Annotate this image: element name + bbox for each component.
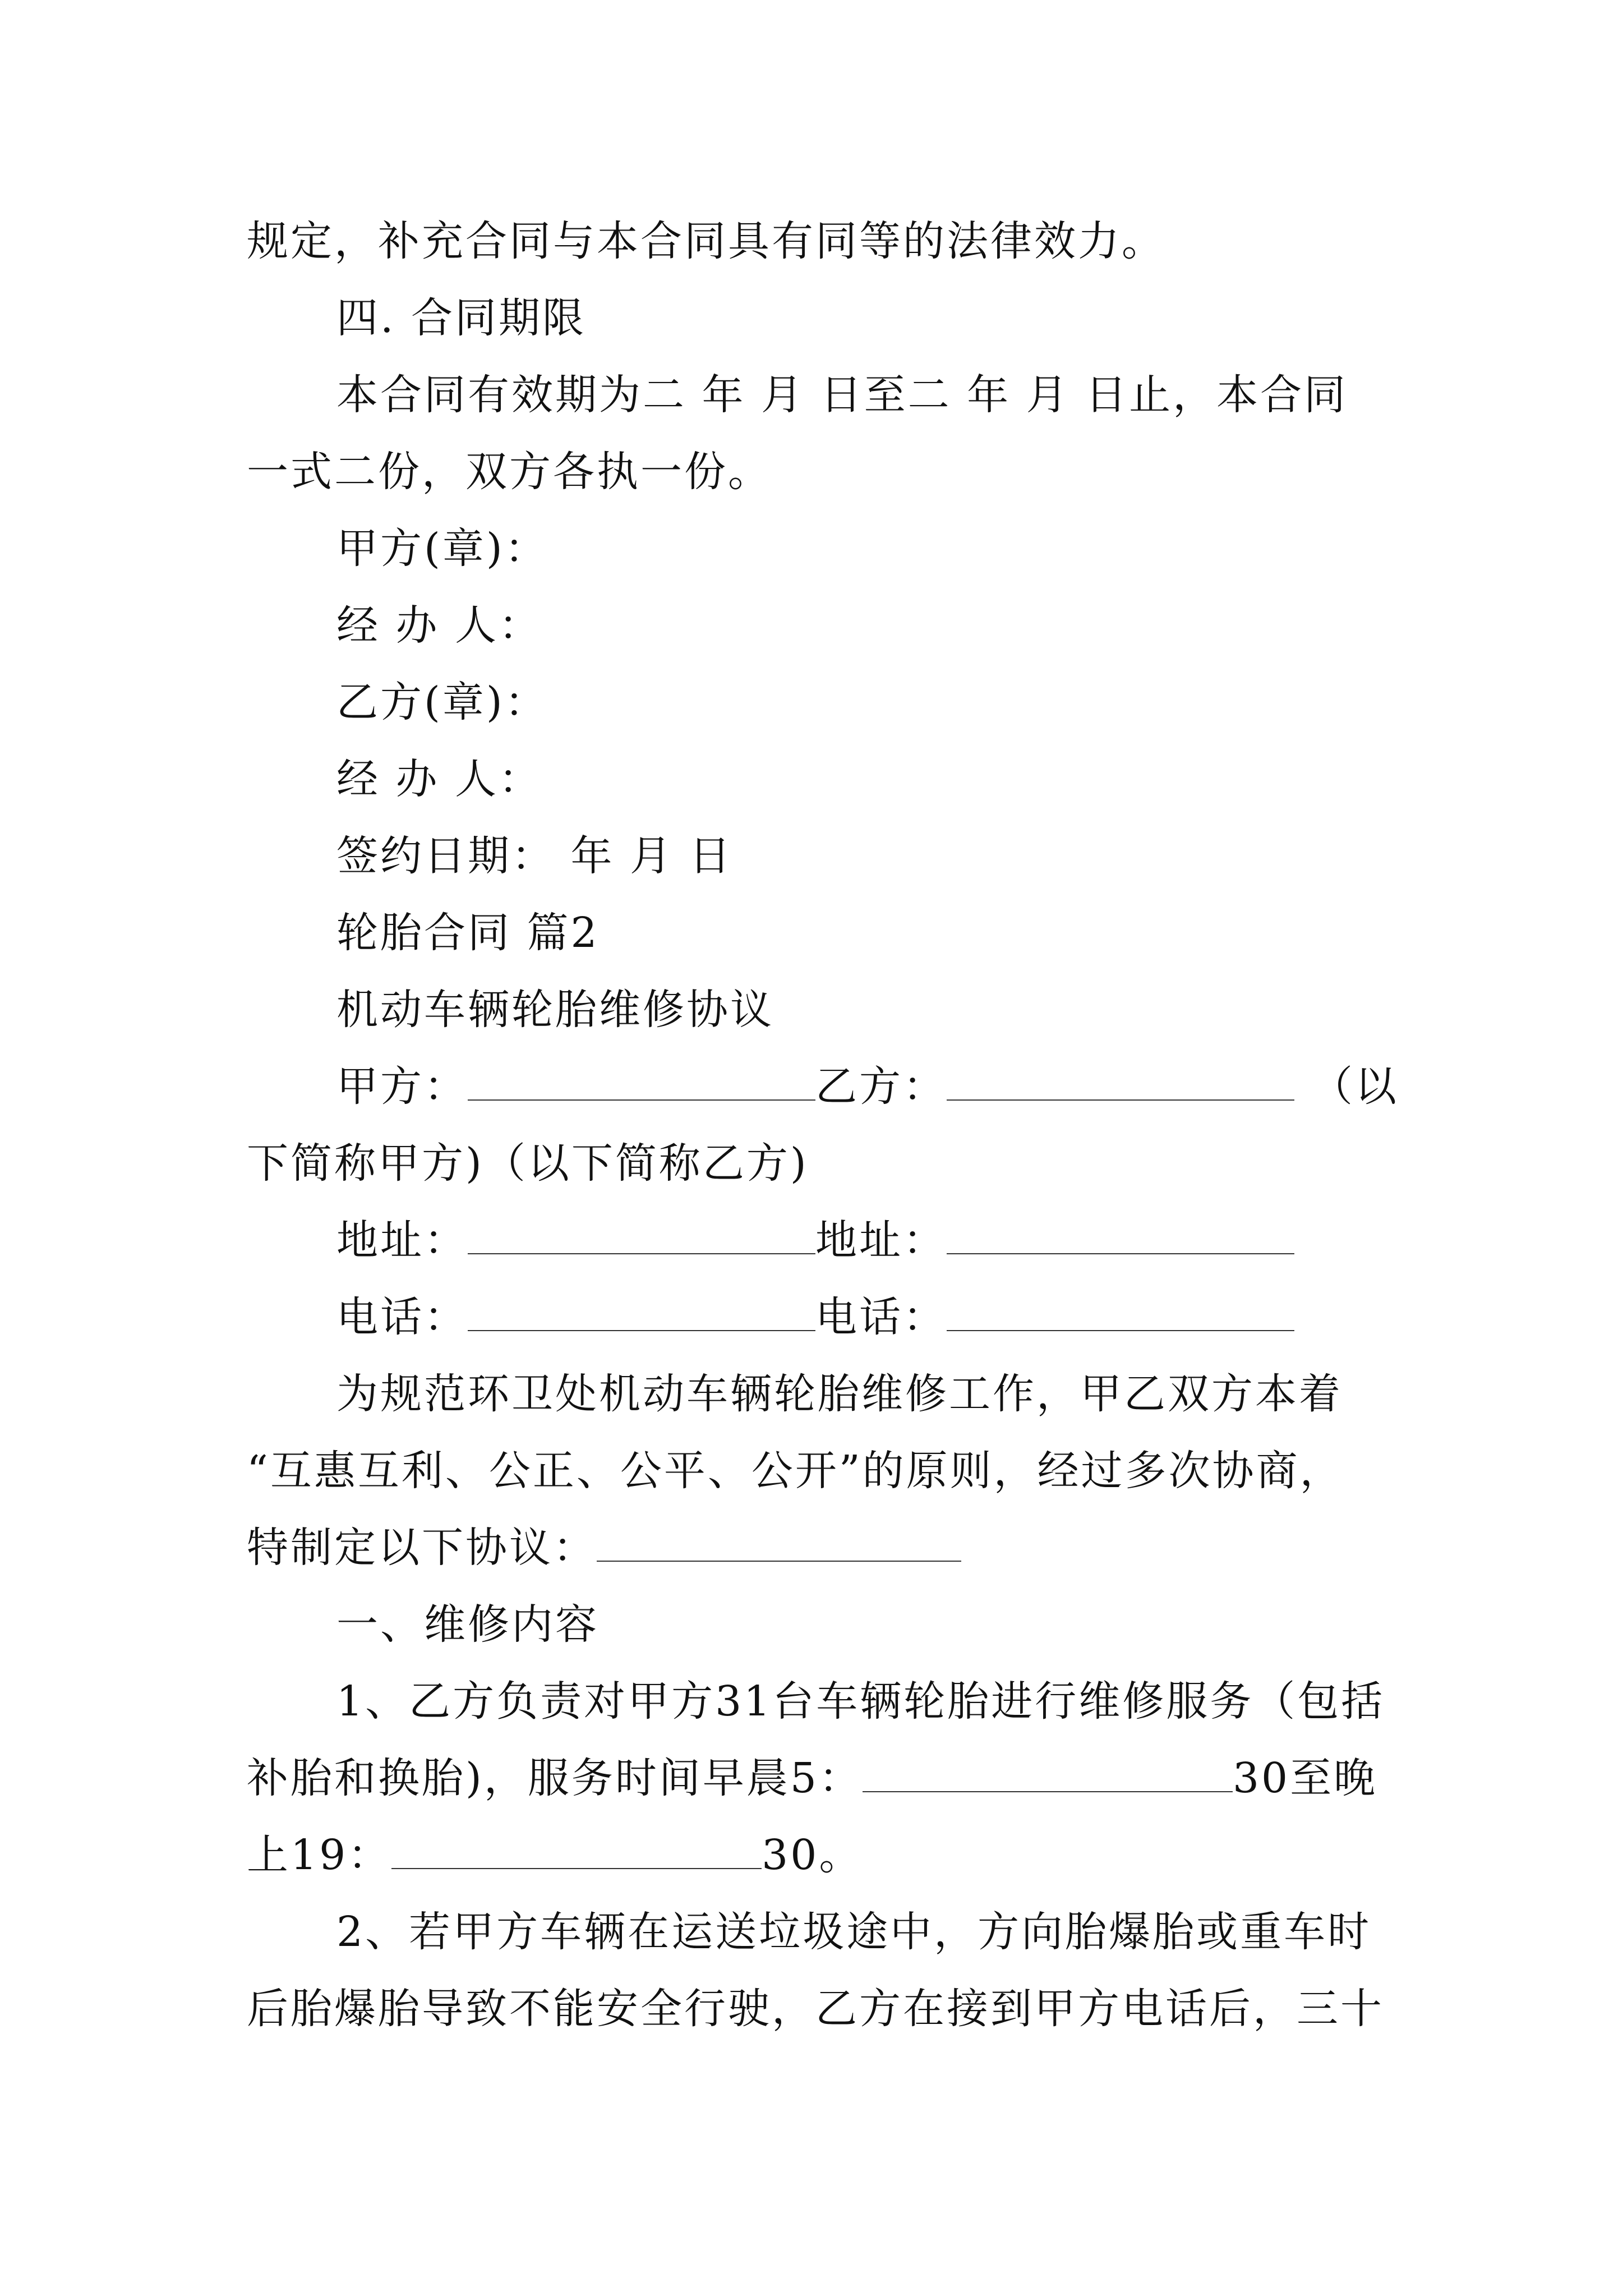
signature-label: 甲方(章)：	[336, 524, 548, 573]
agreement-intro-row	[247, 1520, 961, 1576]
address-b-label: 地址：	[815, 1216, 947, 1264]
text-line: 规定，补充合同与本合同具有同等的法律效力。	[247, 217, 1165, 265]
signature-label: 经 办 人：	[336, 755, 543, 803]
service-time-start: 补胎和换胎)，服务时间早晨5：	[247, 1754, 863, 1802]
service-end-label: 上19：	[247, 1831, 392, 1879]
address-a-blank[interactable]	[468, 1216, 815, 1254]
signature-date-label: 签约日期： 年 月 日	[336, 832, 733, 880]
phone-a-label: 电话：	[336, 1293, 468, 1341]
text-line: “互惠互利、公正、公平、公开”的原则，经过多次协商，	[247, 1447, 1344, 1495]
text-line: 一式二份，双方各执一份。	[247, 448, 772, 496]
service-end-tail: 30。	[762, 1831, 863, 1879]
party-a-blank[interactable]	[468, 1062, 815, 1101]
agreement-title: 机动车辆轮胎维修协议	[336, 986, 774, 1034]
service-end-row	[247, 1827, 863, 1883]
party-note-start: （以	[1311, 1062, 1399, 1111]
service-end-blank[interactable]	[391, 1831, 762, 1869]
agreement-intro-label: 特制定以下协议：	[247, 1524, 597, 1572]
service-time-row	[247, 1750, 1377, 1806]
service-start-blank[interactable]	[863, 1754, 1233, 1792]
phone-b-blank[interactable]	[947, 1293, 1294, 1331]
section-heading: 一、维修内容	[336, 1600, 599, 1649]
text-line: 为规范环卫处机动车辆轮胎维修工作，甲乙双方本着	[336, 1370, 1343, 1418]
agreement-intro-blank[interactable]	[597, 1524, 961, 1562]
address-a-label: 地址：	[336, 1216, 468, 1264]
phone-row	[336, 1289, 1294, 1345]
signature-label: 经 办 人：	[336, 601, 543, 650]
text-line: 下简称甲方)（以下简称乙方)	[247, 1139, 809, 1188]
address-row	[336, 1212, 1294, 1268]
party-a-label: 甲方：	[336, 1062, 468, 1111]
section-heading: 四. 合同期限	[336, 294, 587, 342]
service-time-mid: 30至晚	[1232, 1754, 1378, 1802]
party-b-blank[interactable]	[947, 1062, 1294, 1101]
party-row	[336, 1059, 1399, 1115]
text-line: 2、若甲方车辆在运送垃圾途中，方向胎爆胎或重车时	[336, 1908, 1372, 1956]
phone-b-label: 电话：	[815, 1293, 947, 1341]
text-line: 本合同有效期为二 年 月 日至二 年 月 日止，本合同	[336, 371, 1348, 419]
phone-a-blank[interactable]	[468, 1293, 815, 1331]
signature-label: 乙方(章)：	[336, 678, 548, 726]
section-title: 轮胎合同 篇2	[336, 909, 600, 957]
text-line: 后胎爆胎导致不能安全行驶，乙方在接到甲方电话后，三十	[247, 1985, 1384, 2033]
address-b-blank[interactable]	[947, 1216, 1294, 1254]
text-line: 1、乙方负责对甲方31台车辆轮胎进行维修服务（包括	[336, 1677, 1385, 1726]
party-b-label: 乙方：	[815, 1062, 947, 1111]
